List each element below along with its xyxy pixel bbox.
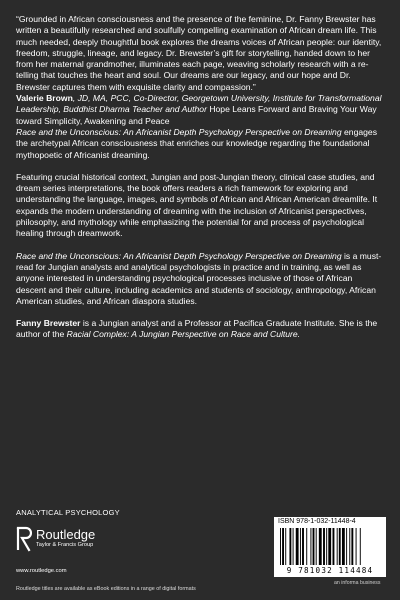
barcode-digits: 9 781032 114484: [286, 566, 374, 575]
description-text-3: is a must-read for Jungian analysts and analytical psychologists in practice and in training, as well as anyone interested in understanding psychological processes inclusive of those of African descent and their culture, including academics and students of sociology, anthropology, African American studies, and African diaspora studies.: [16, 250, 382, 306]
isbn-number: ISBN 978-1-032-11448-4: [278, 518, 356, 525]
endorsement-attribution: [16, 93, 384, 127]
description-paragraph-1: [16, 127, 384, 161]
publisher-logo: [16, 526, 126, 556]
author-bio-text: is a Jungian analyst and a Professor at Pacifica Graduate Institute. She is the author of the: [16, 318, 378, 340]
informa-tagline: an informa business: [334, 580, 381, 586]
book-title-1: Race and the Unconscious: An Africanist Depth Psychology Perspective on Dreaming: [16, 126, 342, 137]
publisher-name: Routledge: [36, 527, 96, 542]
isbn-barcode-block: [274, 517, 386, 577]
author-name: Fanny Brewster: [16, 318, 81, 329]
endorsement: [16, 14, 384, 127]
cover-footer: [0, 508, 400, 600]
ebook-note: Routledge titles are available as eBook editions in a range of digital formats: [16, 586, 196, 592]
subject-category: ANALYTICAL PSYCHOLOGY: [16, 508, 120, 517]
endorser-name: Valerie Brown: [16, 93, 73, 104]
endorser-books: Hope Leans Forward and Braving Your Way toward Simplicity, Awakening and Peace: [16, 104, 377, 126]
publisher-website: www.routledge.com: [16, 568, 67, 574]
description-paragraph-3: [16, 251, 384, 307]
back-cover-text: [16, 14, 384, 352]
description-paragraph-2: Featuring crucial historical context, Jungian and post-Jungian theory, clinical case studies, and dream series interpretations, the book offers readers a rich framework for exploring and understanding the language, images, and symbols of African and African American dreamlife. It expands the modern understanding of dreaming with the inclusion of Africanist perspectives, philosophy, and mythology while emphasizing the potential for and process of psychological healing through dreamwork.: [16, 171, 378, 239]
author-bio: [16, 318, 384, 341]
barcode-image: [280, 528, 380, 565]
routledge-r-icon: [16, 526, 32, 552]
publisher-group: Taylor & Francis Group: [36, 542, 94, 548]
description-text-1: engages the archetypal African consciousness that enriches our knowledge regarding the foundational mythopoetic of Africanist dreaming.: [16, 126, 377, 160]
book-title-2: Race and the Unconscious: An Africanist Depth Psychology Perspective on Dreaming: [16, 250, 342, 261]
endorsement-quote: “Grounded in African consciousness and the presence of the feminine, Dr. Fanny Brewster has written a beautifully researched and soulfully compelling examination of African dream life. This much needed, deeply thoughtful book explores the dreams voices of African people: our identity, freedom, struggle, lineage, and legacy. Dr. Brewster’s gift for storytelling, handed down to her from her maternal grandmother, illuminates each page, weaving scholarly research with a re-telling that touches the heart and soul. Our dreams are our legacy, and our hope and Dr. Brewster captures them with exquisite clarity and compassion.”: [16, 14, 382, 92]
endorser-credentials: , JD, MA, PCC, Co-Director, Georgetown University, Institute for Transformational Leadership, Buddhist Dharma Teacher and Author: [16, 93, 382, 115]
author-other-book: Racial Complex: A Jungian Perspective on Race and Culture.: [66, 329, 301, 340]
